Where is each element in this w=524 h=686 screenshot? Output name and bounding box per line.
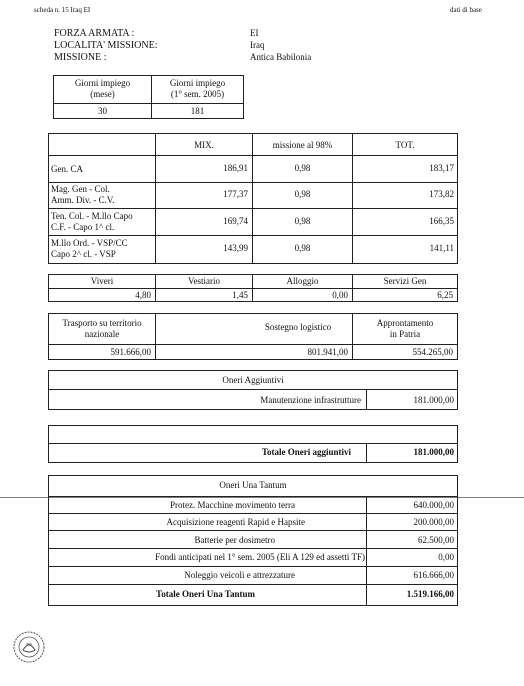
rank-label: Mag. Gen - Col. Amm. Div. - C.V. (51, 184, 115, 205)
una-tantum-item-label: Acquisizione reagenti Rapid e Hapsite (166, 517, 305, 527)
sostegno-header: Sostegno logistico (264, 322, 332, 332)
una-tantum-item-value: 62.500,00 (418, 535, 454, 545)
rank-tot: 183,17 (429, 163, 454, 173)
scan-line (0, 497, 524, 498)
totale-aggiuntivi-table (48, 425, 458, 463)
manutenzione-value: 181.000,00 (413, 395, 454, 405)
ranks-header-tot: TOT. (395, 140, 415, 150)
rank-mix: 169,74 (223, 216, 248, 226)
giorni-value-sem: 181 (190, 106, 205, 116)
rank-tot: 173,82 (429, 189, 454, 199)
una-tantum-total-label: Totale Oneri Una Tantum (156, 589, 255, 599)
una-tantum-item-value: 616.666,00 (413, 570, 454, 580)
rank-label: Gen. CA (51, 164, 83, 174)
manutenzione-label: Manutenzione infrastrutture (260, 395, 361, 405)
una-tantum-item-label: Fondi anticipati nel 1° sem. 2005 (Eli A 129 ed assetti TF) (155, 552, 365, 562)
alloggio-value: 0,00 (332, 290, 348, 300)
una-tantum-item-value: 0,00 (438, 552, 454, 562)
una-tantum-item-value: 200.000,00 (413, 517, 454, 527)
sheet-id: scheda n. 15 Iraq EI (34, 6, 91, 14)
info-label-missione: MISSIONE : (54, 52, 107, 63)
oneri-aggiuntivi-title: Oneri Aggiuntivi (222, 375, 284, 385)
sostegno-value: 801.941,00 (307, 347, 348, 357)
totale-aggiuntivi-label: Totale Oneri aggiuntivi (261, 447, 351, 457)
totale-aggiuntivi-value: 181.000,00 (413, 447, 454, 457)
ranks-header-missione: missione al 98% (272, 140, 333, 150)
info-label-forza: FORZA ARMATA : (54, 28, 135, 39)
info-value-missione: Antica Babilonia (250, 52, 312, 62)
rank-pct: 0,98 (294, 189, 311, 199)
servizi-header: Servizi Gen (383, 276, 427, 286)
vestiario-value: 1,45 (232, 290, 248, 300)
stamp-seal-icon (12, 630, 46, 664)
rank-tot: 166,35 (429, 216, 454, 226)
una-tantum-item-label: Noleggio veicoli e attrezzature (184, 570, 295, 580)
una-tantum-title: Oneri Una Tantum (219, 480, 287, 490)
sheet-type: dati di base (450, 6, 482, 14)
viveri-value: 4,80 (135, 290, 151, 300)
approntamento-value: 554.265,00 (412, 347, 453, 357)
trasporto-header: Trasporto su territorio nazionale (62, 318, 142, 339)
info-label-localita: LOCALITA' MISSIONE: (54, 40, 158, 51)
rank-mix: 177,37 (223, 189, 248, 199)
una-tantum-total-value: 1.519.166,00 (406, 589, 454, 599)
info-value-localita: Iraq (250, 40, 265, 50)
approntamento-header: Approntamento in Patria (376, 318, 434, 339)
alloggio-header: Alloggio (286, 276, 319, 286)
servizi-value: 6,25 (437, 290, 453, 300)
una-tantum-item-value: 640.000,00 (413, 500, 454, 510)
rank-tot: 141,11 (429, 243, 454, 253)
rank-pct: 0,98 (294, 163, 311, 173)
giorni-header-mese: Giorni impiego (mese) (74, 78, 131, 99)
rank-pct: 0,98 (294, 243, 311, 253)
una-tantum-item-label: Batterie per dosimetro (194, 535, 275, 545)
giorni-value-mese: 30 (98, 106, 107, 116)
rank-label: Ten. Col. - M.llo Capo C.F. - Capo 1^ cl. (51, 211, 133, 232)
ranks-header-mix: MIX. (194, 140, 214, 150)
giorni-header-sem: Giorni impiego (1° sem. 2005) (169, 78, 226, 99)
info-value-forza: EI (250, 28, 259, 38)
vestiario-header: Vestiario (188, 276, 220, 286)
viveri-header: Viveri (90, 276, 114, 286)
rank-mix: 186,91 (223, 163, 248, 173)
trasporto-value: 591.666,00 (110, 347, 151, 357)
una-tantum-item-label: Protez. Macchine movimento terra (170, 500, 295, 510)
rank-pct: 0,98 (294, 216, 311, 226)
rank-mix: 143,99 (223, 243, 248, 253)
rank-label: M.llo Ord. - VSP/CC Capo 2^ cl. - VSP (51, 238, 128, 259)
